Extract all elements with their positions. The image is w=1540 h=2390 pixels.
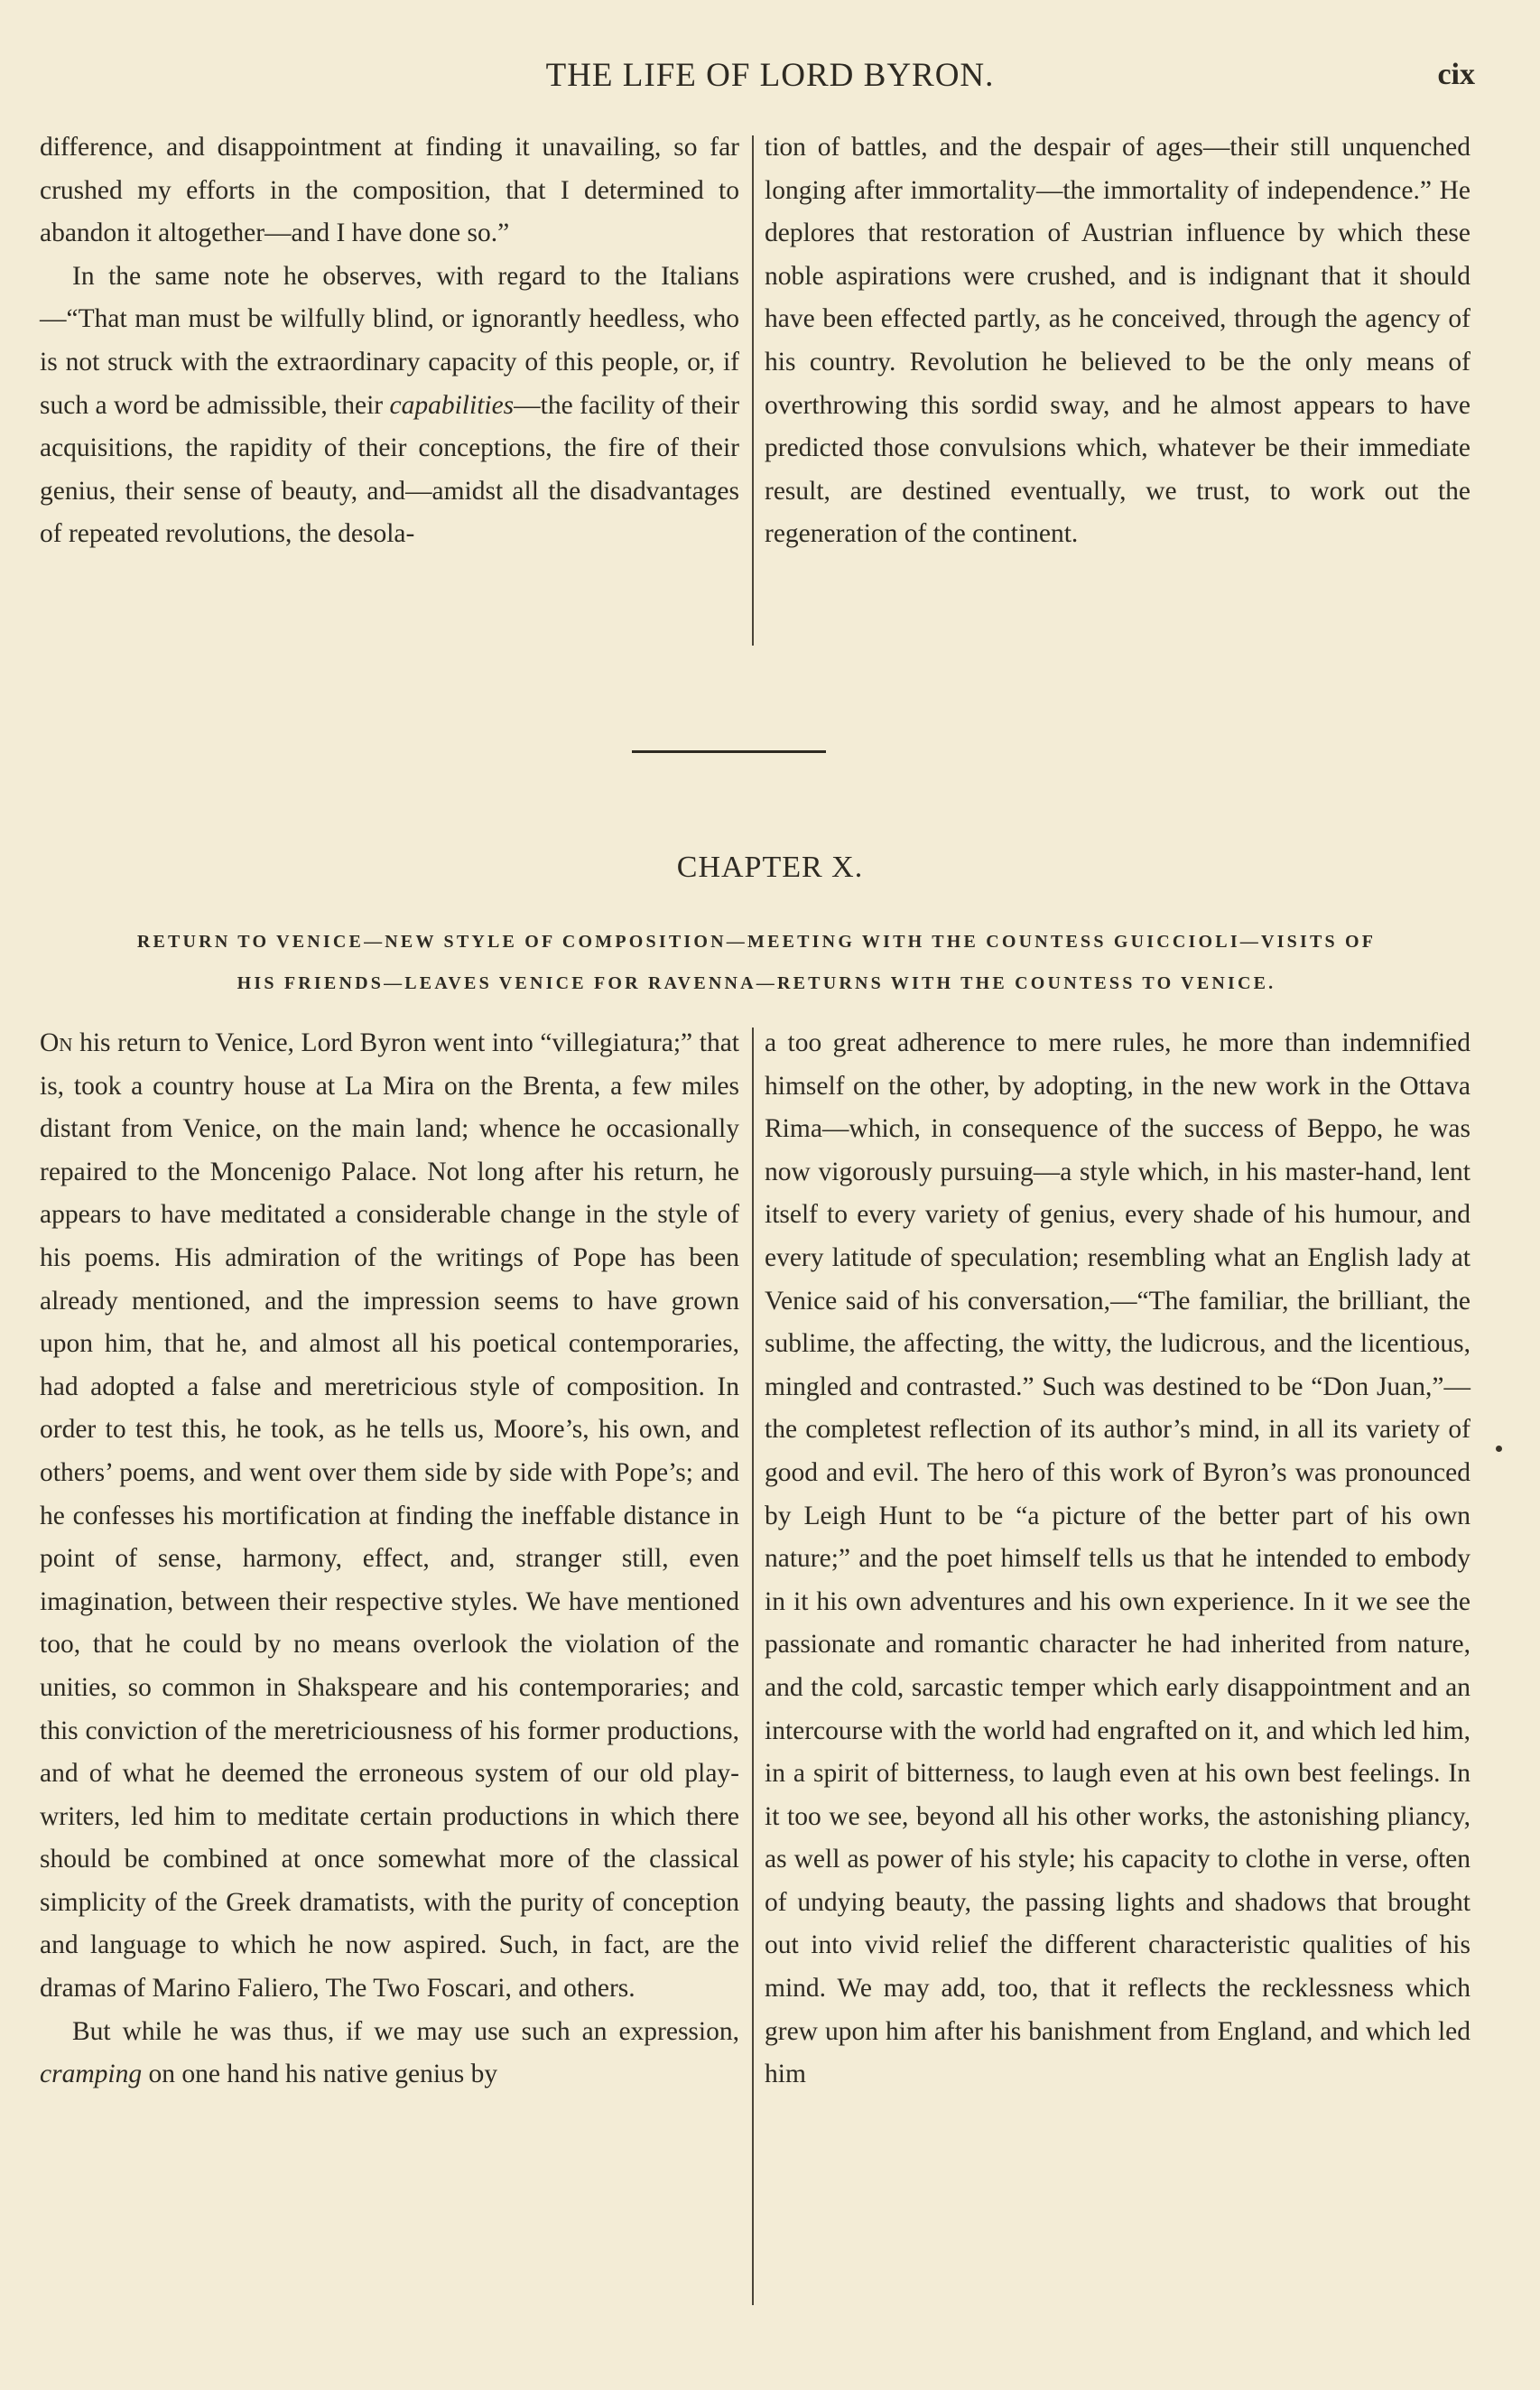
paragraph: a too great adherence to mere rules, he more than indemnified himself on the other, by adopting, in the new work in the Ottava Rima—which, in consequence of the success of Beppo, he was now vigorously pursuing—a style which, in his master-hand, lent itself to every variety of genius, every shade of his humour, and every latitude of speculation; resembling what an English lady at Venice said of his conversation,—“The familiar, the brilliant, the sublime, the affecting, the witty, the ludicrous, and the licentious, mingled and contrasted.” Such was destined to be “Don Juan,”—the completest reflection of its author’s mind, in all its variety of good and evil. The hero of this work of Byron’s was pronounced by Leigh Hunt to be “a picture of the better part of his own nature;” and the poet himself tells us that he intended to embody in it his own adventures and his own experience. In it we see the passionate and romantic character he had inherited from nature, and the cold, sarcastic temper which early disappointment and an intercourse with the world had engrafted on it, and which led him, in a spirit of bitterness, to laugh even at his own best feelings. In it too we see, beyond all his other works, the astonishing pliancy, as well as power of his style; his capacity to clothe in verse, often of undying beauty, the passing lights and shadows that brought out into vivid relief the different characteristic qualities of his mind. We may add, too, that it reflects the recklessness which grew upon him after his banishment from England, and which led him bbox=[765, 1028, 1470, 2089]
paragraph: difference, and disappointment at finding it unavailing, so far crushed my efforts in the composition, that I determined to abandon it altogether—and I have done so.” bbox=[40, 133, 739, 248]
margin-mark bbox=[1496, 1446, 1502, 1452]
paragraph bbox=[40, 1022, 739, 2011]
text-run: on one hand his native genius by bbox=[142, 2060, 498, 2089]
chapter-summary-line: RETURN TO VENICE—NEW STYLE OF COMPOSITION—MEETING WITH THE COUNTESS GUICCIOLI—VISITS OF bbox=[136, 932, 1377, 952]
running-title: THE LIFE OF LORD BYRON. bbox=[545, 57, 995, 94]
emphasis: cramping bbox=[40, 2060, 143, 2089]
text-run: In the same note he observes, with regard to the Italians—“That man must be wilfully blind, or ignorantly heedless, who is not struck with the extraordinary capacity of this people, or, if such a word be admissible, their bbox=[40, 261, 739, 420]
page-number: cix bbox=[1437, 58, 1475, 91]
bottom-left-column bbox=[40, 1022, 739, 2097]
section-separator-rule bbox=[632, 750, 826, 753]
text-run: —the facility of their acquisitions, the rapidity of their conceptions, the fire of their genius, their sense of beauty, and—amidst all the disadvantages of repeated revolutions, the desola- bbox=[40, 390, 740, 549]
paragraph: tion of battles, and the despair of ages—their still unquenched longing after immortality—the immortality of independence.” He deplores that restoration of Austrian influence by which these noble aspirations were crushed, and is indignant that it should have been effected partly, as he conceived, through the agency of his country. Revolution he believed to be the only means of overthrowing this sordid sway, and he almost appears to have predicted those convulsions which, whatever be their immediate result, are destined eventually, we trust, to work out the regeneration of the continent. bbox=[765, 133, 1470, 549]
opening-word: On bbox=[40, 1028, 73, 1057]
paragraph bbox=[40, 2011, 739, 2097]
column-divider bbox=[752, 1028, 754, 2305]
text-run: his return to Venice, Lord Byron went into “villegiatura;” that is, took a country house at La Mira on the Brenta, a few miles distant from Venice, on the main land; whence he occasionally repaired to the Moncenigo Palace. Not long after his return, he appears to have meditated a considerable change in the style of his poems. His admiration of the writings of Pope has been already mentioned, and the impression seems to have grown upon him, that he, and almost all his poetical contemporaries, had adopted a false and meretricious style of composition. In order to test this, he took, as he tells us, Moore’s, his own, and others’ poems, and went over them side by side with Pope’s; and he confesses his mortification at finding the ineffable distance in point of sense, harmony, effect, and, stranger still, even imagination, between their respective styles. We have mentioned too, that he could by no means overlook the violation of the unities, so common in Shakspeare and his contemporaries; and this conviction of the meretriciousness of his former productions, and of what he deemed the erroneous system of our old play-writers, led him to meditate certain productions in which there should be combined at once somewhat more of the classical simplicity of the Greek dramatists, with the purity of conception and language to which he now aspired. Such, in fact, are the dramas of Marino Faliero, The Two Foscari, and others. bbox=[40, 1028, 739, 2004]
text-run: But while he was thus, if we may use such an expression, bbox=[72, 2016, 739, 2046]
top-left-column bbox=[40, 126, 739, 556]
paragraph bbox=[40, 256, 739, 556]
chapter-summary bbox=[40, 921, 1473, 1004]
chapter-summary-line: HIS FRIENDS—LEAVES VENICE FOR RAVENNA—RETURNS WITH THE COUNTESS TO VENICE. bbox=[237, 973, 1276, 993]
bottom-right-column bbox=[765, 1022, 1470, 2097]
chapter-heading: CHAPTER X. bbox=[676, 851, 864, 884]
top-right-column bbox=[765, 126, 1470, 556]
column-divider bbox=[752, 135, 754, 646]
running-head bbox=[0, 56, 1540, 110]
emphasis: capabilities bbox=[389, 390, 515, 420]
